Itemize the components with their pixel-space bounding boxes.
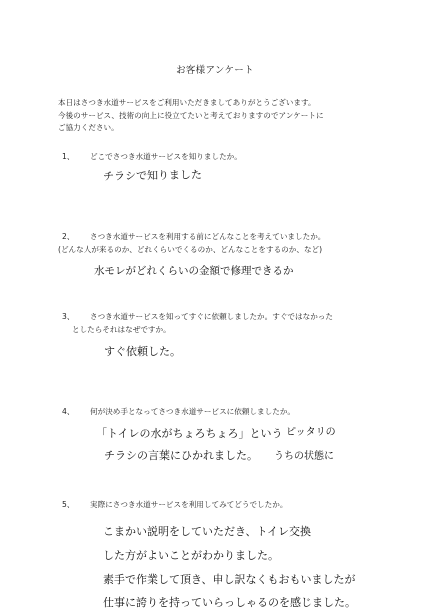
handwritten-answer: 素手で作業して頂き、申し訳なくもおもいましたが <box>103 573 356 586</box>
intro-line: ご協力ください。 <box>58 123 119 132</box>
handwritten-answer: こまかい説明をしていただき、トイレ交換 <box>103 525 312 538</box>
handwritten-answer: すぐ依頼した。 <box>104 345 181 358</box>
question-text: 何が決め手となってさつき水道サービスに依頼しましたか。 <box>90 407 296 416</box>
question-subtext: としたらそれはなぜですか。 <box>72 324 171 334</box>
intro-line: 本日はさつき水道サービスをご利用いただきましてありがとうございます。 <box>58 98 316 107</box>
question-number: 4、 <box>62 407 75 416</box>
intro-paragraph <box>58 97 398 135</box>
question-number: 3、 <box>62 312 75 321</box>
question-text: 実際にさつき水道サービスを利用してみてどうでしたか。 <box>90 500 288 509</box>
page-title: お客様アンケート <box>176 65 254 76</box>
handwritten-insert: ピッタリの <box>286 427 336 438</box>
question-number: 2、 <box>62 232 75 241</box>
question-number: 5、 <box>62 500 75 509</box>
handwritten-answer: 水モレがどれくらいの金額で修理できるか <box>94 265 294 277</box>
question-text: さつき水道サービスを利用する前にどんなことを考えていましたか。 <box>90 232 326 241</box>
handwritten-insert: うちの状態に <box>274 451 334 462</box>
question-subtext: (どんな人が来るのか、どれくらいでくるのか、どんなことをするのか、など) <box>58 244 323 254</box>
question-number: 1、 <box>62 152 75 161</box>
handwritten-answer: チラシで知りました <box>102 168 203 183</box>
handwritten-answer: 「トイレの水がちょろちょろ」という <box>96 427 283 440</box>
intro-line: 今後のサービス、技術の向上に役立てたいと考えておりますのでアンケートに <box>58 110 324 120</box>
handwritten-answer: した方がよいことがわかりました。 <box>103 549 279 562</box>
question-text: どこでさつき水道サービスを知りましたか。 <box>90 152 242 161</box>
handwritten-answer: 仕事に誇りを持っていらっしゃるのを感じました。 <box>103 596 356 609</box>
handwritten-answer: チラシの言葉にひかれました。 <box>104 449 258 462</box>
question-text: さつき水道サービスを知ってすぐに依頼しましたか。すぐではなかった <box>90 312 333 321</box>
